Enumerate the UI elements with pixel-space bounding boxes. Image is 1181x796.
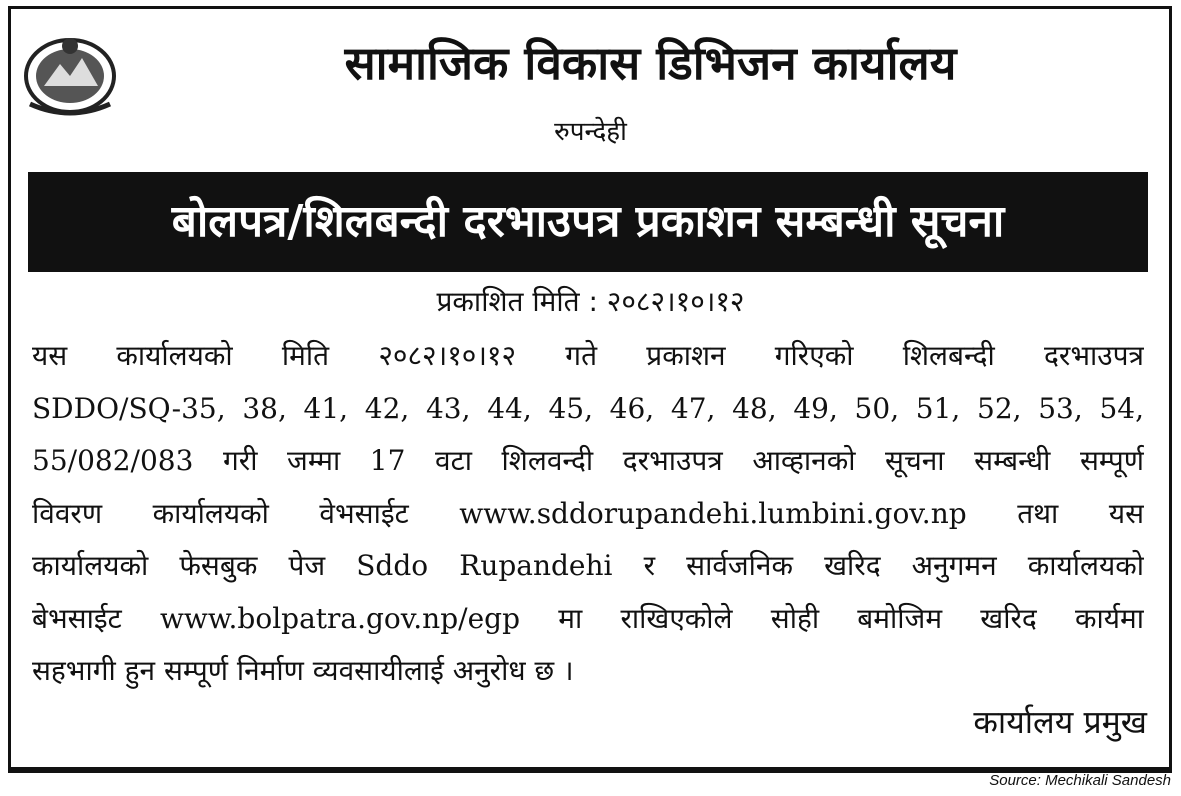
notice-title-banner: बोलपत्र/शिलबन्दी दरभाउपत्र प्रकाशन सम्बन्धी सूचना	[28, 172, 1148, 272]
body-line: बेभसाईट www.bolpatra.gov.np/egp मा राखिएकोले सोही बमोजिम खरिद कार्यमा	[32, 601, 1144, 635]
body-line: यस कार्यालयको मिति २०८२।१०।१२ गते प्रकाशन गरिएको शिलबन्दी दरभाउपत्र	[32, 339, 1144, 372]
signature-office-chief: कार्यालय प्रमुख	[973, 703, 1147, 741]
published-date: प्रकाशित मिति : २०८२।१०।१२	[436, 285, 745, 318]
source-credit: Source: Mechikali Sandesh	[989, 772, 1171, 789]
body-line: SDDO/SQ-35, 38, 41, 42, 43, 44, 45, 46, 47, 48, 49, 50, 51, 52, 53, 54,	[32, 391, 1144, 425]
district-subtitle: रुपन्देही	[554, 117, 627, 147]
nepal-government-emblem-icon	[22, 30, 118, 116]
body-line: कार्यालयको फेसबुक पेज Sddo Rupandehi र सार्वजनिक खरिद अनुगमन कार्यालयको	[32, 549, 1144, 582]
body-line: 55/082/083 गरी जम्मा 17 वटा शिलवन्दी दरभाउपत्र आव्हानको सूचना सम्बन्धी सम्पूर्ण	[32, 444, 1144, 477]
body-line: सहभागी हुन सम्पूर्ण निर्माण व्यवसायीलाई अनुरोध छ ।	[32, 654, 574, 687]
office-name-heading: सामाजिक विकास डिभिजन कार्यालय	[344, 36, 957, 90]
body-line: विवरण कार्यालयको वेभसाईट www.sddorupandehi.lumbini.gov.np तथा यस	[32, 496, 1144, 530]
notice-body	[32, 330, 1144, 698]
